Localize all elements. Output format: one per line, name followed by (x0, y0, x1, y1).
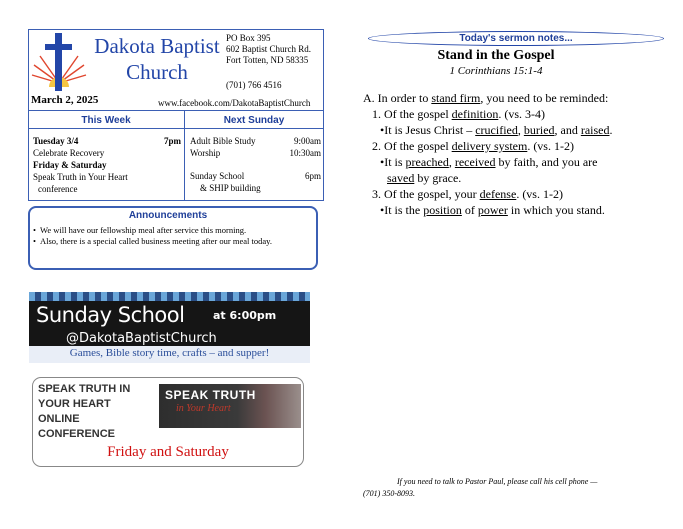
outline-text: , and (554, 123, 581, 137)
outline-text: . (vs. 1-2) (516, 187, 563, 201)
schedule-event: Celebrate Recovery (33, 148, 105, 158)
banner-stripe (29, 292, 310, 301)
outline-text: •It is the (380, 203, 424, 217)
conference-title-line: SPEAK TRUTH IN (38, 383, 131, 395)
conference-image-title: SPEAK TRUTH (165, 388, 256, 402)
schedule-time: 9:00am (294, 136, 321, 146)
outline-text: by grace. (414, 171, 462, 185)
schedule-event-cont: & SHIP building (200, 183, 261, 193)
schedule-time: 7pm (163, 136, 181, 146)
church-phone: (701) 766 4516 (226, 80, 282, 90)
outline-text: 2. Of the gospel (372, 139, 452, 153)
outline-line (363, 186, 673, 202)
church-name-line1: Dakota Baptist (94, 34, 220, 58)
this-week-schedule (33, 135, 181, 195)
outline-text: , you need to be reminded: (480, 91, 609, 105)
pastor-contact-note (363, 476, 663, 500)
outline-line (363, 122, 673, 138)
contact-phone: (701) 350-8093. (363, 489, 415, 498)
announcements-title: Announcements (128, 210, 208, 221)
outline-blank: received (454, 155, 496, 169)
conference-title-line: CONFERENCE (38, 428, 116, 440)
banner-time: at 6:00pm (213, 309, 277, 322)
banner-title: Sunday School (36, 303, 185, 327)
next-sunday-schedule (190, 135, 321, 194)
outline-text: in which you stand. (507, 203, 605, 217)
outline-text: A. In order to (363, 91, 432, 105)
announcement-item (33, 236, 313, 247)
outline-blank: buried (523, 123, 555, 137)
outline-blank: definition (451, 107, 499, 121)
outline-text: , (448, 155, 455, 169)
announcement-item (33, 225, 313, 236)
schedule-row (190, 147, 321, 159)
outline-text: . (vs. 3-4) (498, 107, 545, 121)
sermon-outline (363, 90, 673, 218)
announcement-text: We will have our fellowship meal after service this morning. (40, 225, 247, 235)
outline-line (363, 154, 673, 170)
outline-blank: defense (479, 187, 517, 201)
conference-image-script: in Your Heart (176, 403, 231, 414)
schedule-day: Tuesday 3/4 (33, 136, 79, 146)
bullet: • (33, 236, 36, 246)
bullet: • (33, 225, 36, 235)
outline-blank: preached (405, 155, 449, 169)
outline-text: by faith, and you are (495, 155, 598, 169)
banner-church: @DakotaBaptistChurch (66, 331, 217, 346)
outline-line (363, 170, 673, 186)
outline-blank: saved (387, 171, 415, 185)
outline-blank: raised (580, 123, 610, 137)
address-line: PO Box 395 (226, 33, 271, 43)
schedule-day: Friday & Saturday (33, 160, 107, 170)
conference-title-line: ONLINE (38, 413, 80, 425)
outline-text: , (517, 123, 524, 137)
cross-sunrise-logo (30, 31, 88, 93)
outline-line (363, 90, 673, 106)
outline-line (363, 106, 673, 122)
church-address (226, 33, 311, 66)
divider (28, 110, 324, 111)
schedule-time: 6pm (304, 171, 321, 181)
outline-text: . (vs. 1-2) (527, 139, 574, 153)
announcements-list (33, 225, 313, 247)
sermon-reference: 1 Corinthians 15:1-4 (449, 65, 543, 77)
church-name (88, 33, 226, 85)
bulletin-date: March 2, 2025 (31, 94, 99, 106)
outline-text: 3. Of the gospel, your (372, 187, 480, 201)
conference-dates: Friday and Saturday (107, 444, 229, 460)
schedule-event: Speak Truth in Your Heart (33, 172, 128, 182)
announcement-text: Also, there is a special called business meeting after our meal today. (40, 236, 272, 246)
outline-text: of (461, 203, 478, 217)
outline-line (363, 202, 673, 218)
conference-title-line: YOUR HEART (38, 398, 111, 410)
outline-text: •It is Jesus Christ – (380, 123, 476, 137)
outline-blank: power (477, 203, 508, 217)
schedule-row (190, 170, 321, 182)
outline-blank: stand firm (431, 91, 481, 105)
church-name-line2: Church (126, 60, 188, 84)
banner-activities: Games, Bible story time, crafts – and supper! (69, 347, 270, 359)
schedule-row (33, 135, 181, 147)
contact-line: If you need to talk to Pastor Paul, please call his cell phone — (397, 477, 598, 486)
sermon-notes-title: Today's sermon notes... (459, 33, 573, 44)
next-sunday-heading: Next Sunday (223, 115, 285, 126)
schedule-event-cont: conference (38, 184, 78, 194)
address-line: Fort Totten, ND 58335 (226, 55, 309, 65)
outline-text: 1. Of the gospel (372, 107, 452, 121)
schedule-time: 10:30am (289, 148, 321, 158)
outline-text: •It is (380, 155, 406, 169)
sermon-title: Stand in the Gospel (437, 48, 555, 63)
outline-line (363, 138, 673, 154)
outline-blank: crucified (475, 123, 518, 137)
outline-blank: delivery system (451, 139, 528, 153)
schedule-event: Sunday School (190, 171, 245, 181)
schedule-event: Worship (190, 148, 221, 158)
outline-blank: position (423, 203, 462, 217)
conference-title (38, 382, 130, 442)
this-week-heading: This Week (81, 115, 131, 126)
facebook-link[interactable]: www.facebook.com/DakotaBaptistChurch (158, 98, 311, 108)
schedule-event: Adult Bible Study (190, 136, 256, 146)
divider (28, 128, 324, 129)
schedule-row (190, 135, 321, 147)
outline-text: . (609, 123, 613, 137)
address-line: 602 Baptist Church Rd. (226, 44, 311, 54)
